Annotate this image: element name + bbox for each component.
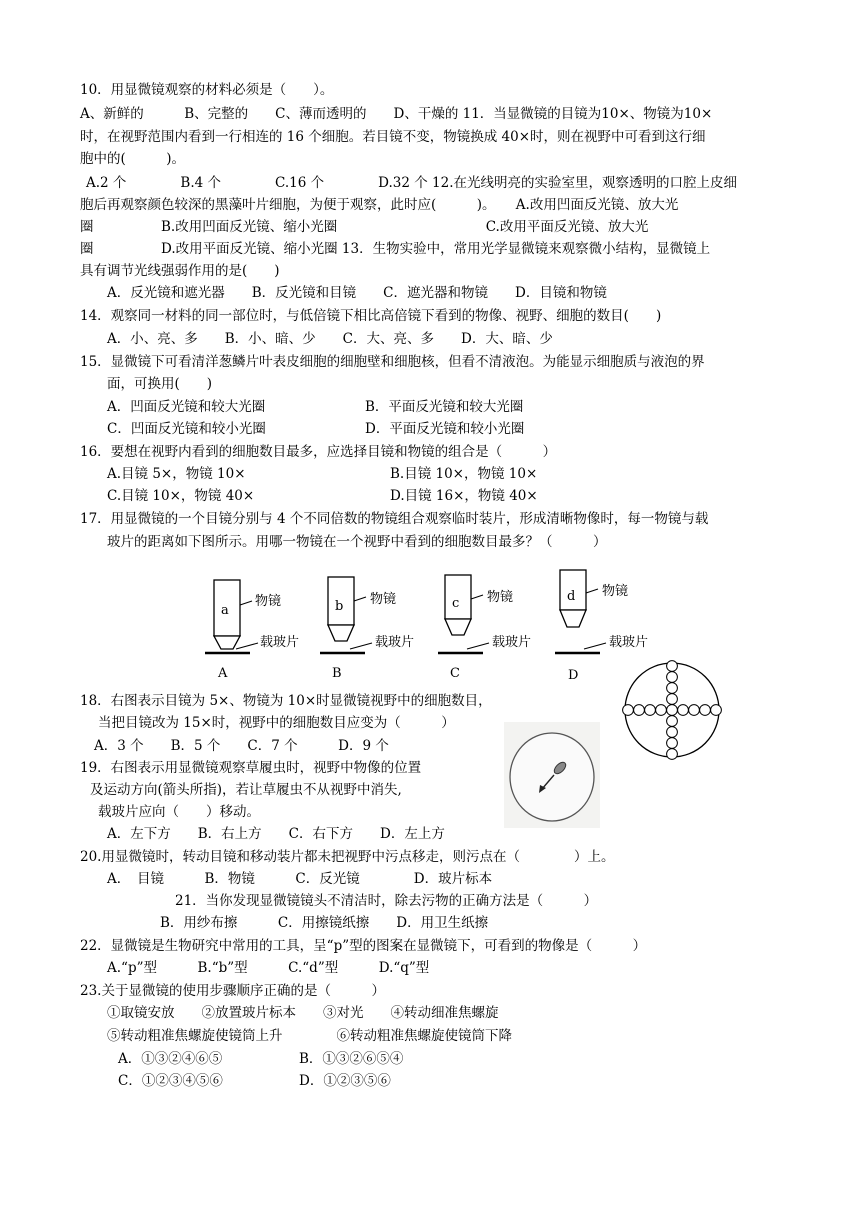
text-segment: A、新鲜的 B、完整的 C、薄而透明的 D、干燥的 11．当显微镜的目镜为10×、物镜为10× bbox=[80, 106, 713, 122]
text-segment: 10．用显微镜观察的材料必须是（ ）。 bbox=[80, 82, 334, 98]
text-segment: 18．右图表示目镜为 5×、物镜为 10×时显微镜视野中的细胞数目， bbox=[80, 693, 492, 709]
cell bbox=[711, 705, 722, 716]
text-segment: C．①②③④⑤⑥ bbox=[118, 1073, 223, 1089]
text-segment: A.2 个 B.4 个 C.16 个 D.32 个 12.在光线明亮的实验室里，观察透明的口腔上皮细 bbox=[86, 175, 737, 191]
text-line bbox=[80, 938, 646, 955]
objective-d bbox=[555, 570, 606, 653]
text-line bbox=[107, 826, 445, 843]
text-segment: B．用纱布擦 C．用擦镜纸擦 D．用卫生纸擦 bbox=[160, 915, 489, 931]
text-line bbox=[107, 488, 538, 505]
text-line bbox=[98, 715, 455, 732]
text-segment: A．①③②④⑥⑤ bbox=[118, 1051, 223, 1067]
text-line bbox=[107, 1005, 499, 1022]
text-segment: A． 目镜 B．物镜 C．反光镜 D．玻片标本 bbox=[107, 871, 493, 887]
objective-b-letter: b bbox=[335, 599, 344, 614]
text-line bbox=[80, 241, 710, 258]
text-line bbox=[118, 1073, 391, 1090]
text-line bbox=[80, 849, 614, 866]
text-segment: A．小、亮、多 B．小、暗、少 C．大、亮、多 D．大、暗、少 bbox=[107, 331, 553, 347]
cell bbox=[645, 705, 656, 716]
text-segment: B．①③②⑥⑤④ bbox=[299, 1051, 404, 1067]
text-segment: 14．观察同一材料的同一部位时，与低倍镜下相比高倍镜下看到的物像、视野、细胞的数目( ) bbox=[80, 308, 662, 324]
text-line bbox=[107, 466, 538, 483]
objective-d-letter: d bbox=[567, 589, 576, 604]
text-segment: 时，在视野范围内看到一行相连的 16 个细胞。若目镜不变，物镜换成 40×时，则在视野中可看到这行细 bbox=[80, 129, 706, 145]
objective-a-label: 物镜 bbox=[255, 594, 282, 609]
text-line bbox=[86, 175, 737, 192]
text-segment: 19．右图表示用显微镜观察草履虫时，视野中物像的位置 bbox=[80, 760, 422, 776]
text-segment: A．3 个 B．5 个 C．7 个 D．9 个 bbox=[94, 738, 389, 754]
text-line bbox=[80, 511, 708, 528]
text-segment: C．凹面反光镜和较小光圈 bbox=[107, 421, 266, 437]
text-segment: 16．要想在视野内看到的细胞数目最多，应选择目镜和物镜的组合是（ ） bbox=[80, 444, 557, 460]
text-segment: A.“p”型 B.“b”型 C.“d”型 D.“q”型 bbox=[107, 960, 430, 976]
objective-a-letter: a bbox=[221, 603, 229, 618]
cell bbox=[667, 705, 678, 716]
objective-d-caption: D bbox=[568, 668, 579, 683]
text-line bbox=[107, 871, 492, 888]
cell bbox=[667, 672, 678, 683]
cell bbox=[656, 705, 667, 716]
text-segment: B．平面反光镜和较大光圈 bbox=[365, 399, 524, 415]
cell bbox=[667, 661, 678, 672]
text-line bbox=[90, 782, 402, 799]
text-line bbox=[80, 129, 706, 146]
text-line bbox=[107, 285, 607, 302]
text-line bbox=[118, 1051, 404, 1068]
cell bbox=[667, 716, 678, 727]
text-segment: A．反光镜和遮光器 B．反光镜和目镜 C．遮光器和物镜 D．目镜和物镜 bbox=[107, 285, 607, 301]
text-segment: 胞中的( )。 bbox=[80, 151, 186, 167]
text-segment: 面，可换用( ) bbox=[107, 376, 213, 392]
objective-c-letter: c bbox=[452, 596, 460, 611]
text-line bbox=[80, 983, 385, 1000]
text-segment: 圈 B.改用凹面反光镜、缩小光圈 C.改用平面反光镜、放大光 bbox=[80, 219, 649, 235]
text-segment: D．平面反光镜和较小光圈 bbox=[365, 421, 525, 437]
text-segment: 载玻片应向（ ）移动。 bbox=[98, 804, 260, 820]
text-line bbox=[80, 444, 556, 461]
paramecium-figure bbox=[504, 722, 600, 828]
cell bbox=[689, 705, 700, 716]
text-segment: 当把目镜改为 15×时，视野中的细胞数目应变为（ ） bbox=[98, 715, 455, 731]
text-line bbox=[80, 82, 333, 99]
cell bbox=[667, 738, 678, 749]
text-segment: C.目镜 10×，物镜 40× bbox=[107, 488, 255, 504]
text-segment: 21．当你发现显微镜镜头不清洁时，除去污物的正确方法是（ ） bbox=[175, 893, 598, 909]
objective-a-caption: A bbox=[218, 666, 228, 681]
cell bbox=[667, 694, 678, 705]
slide-c-label: 载玻片 bbox=[492, 635, 532, 650]
text-segment: 17．用显微镜的一个目镜分别与 4 个不同倍数的物镜组合观察临时装片，形成清晰物像时，每一物镜与载 bbox=[80, 511, 709, 527]
slide-a-label: 载玻片 bbox=[260, 635, 300, 650]
text-segment: 玻片的距离如下图所示。用哪一物镜在一个视野中看到的细胞数目最多？（ ） bbox=[107, 534, 607, 550]
objective-d-label: 物镜 bbox=[602, 584, 629, 599]
objective-a bbox=[205, 580, 258, 653]
cell bbox=[700, 705, 711, 716]
text-segment: 15．显微镜下可看清洋葱鳞片叶表皮细胞的细胞壁和细胞核，但看不清液泡。为能显示细胞质与液泡的界 bbox=[80, 354, 705, 370]
text-line bbox=[107, 331, 553, 348]
objective-b-caption: B bbox=[332, 666, 342, 681]
text-segment: D.目镜 16×，物镜 40× bbox=[390, 488, 538, 504]
text-segment: A．左下方 B．右上方 C．右下方 D．左上方 bbox=[107, 826, 445, 842]
text-line bbox=[107, 376, 212, 393]
objective-c-caption: C bbox=[450, 666, 460, 681]
text-segment: ①取镜安放 ②放置玻片标本 ③对光 ④转动细准焦螺旋 bbox=[107, 1005, 499, 1021]
text-line bbox=[98, 804, 260, 821]
text-segment: 23.关于显微镜的使用步骤顺序正确的是（ ） bbox=[80, 983, 385, 999]
cell bbox=[623, 705, 634, 716]
text-segment: 具有调节光线强弱作用的是( ) bbox=[80, 263, 280, 279]
objective-b bbox=[320, 577, 372, 653]
slide-d-label: 载玻片 bbox=[609, 635, 649, 650]
cell bbox=[667, 749, 678, 760]
text-line bbox=[80, 308, 661, 325]
text-line bbox=[80, 197, 678, 214]
text-line bbox=[94, 738, 389, 755]
objective-c-label: 物镜 bbox=[487, 590, 514, 605]
text-line bbox=[80, 693, 492, 710]
objective-lens-figure bbox=[200, 565, 670, 685]
text-line bbox=[107, 534, 607, 551]
slide-b-label: 载玻片 bbox=[375, 635, 415, 650]
text-line bbox=[80, 106, 712, 123]
cell bbox=[678, 705, 689, 716]
text-segment: A．凹面反光镜和较大光圈 bbox=[107, 399, 266, 415]
text-segment: B.目镜 10×，物镜 10× bbox=[390, 466, 538, 482]
text-line bbox=[160, 915, 488, 932]
text-segment: D．①②③⑤⑥ bbox=[299, 1073, 391, 1089]
text-line bbox=[80, 760, 421, 777]
objective-c bbox=[438, 575, 489, 653]
text-line bbox=[107, 960, 429, 977]
text-line bbox=[80, 151, 185, 168]
text-segment: 20.用显微镜时，转动目镜和移动装片都未把视野中污点移走，则污点在（ ）上。 bbox=[80, 849, 615, 865]
text-line bbox=[107, 421, 525, 438]
text-line bbox=[80, 219, 648, 236]
text-line bbox=[80, 354, 705, 371]
text-line bbox=[107, 399, 524, 416]
text-line bbox=[175, 893, 597, 910]
text-segment: 及运动方向(箭头所指)，若让草履虫不从视野中消失, bbox=[90, 782, 402, 798]
objective-b-label: 物镜 bbox=[370, 592, 397, 607]
text-segment: ⑤转动粗准焦螺旋使镜筒上升 ⑥转动粗准焦螺旋使镜筒下降 bbox=[107, 1028, 512, 1044]
text-segment: 圈 D.改用平面反光镜、缩小光圈 13．生物实验中，常用光学显微镜来观察微小结构，显微镜上 bbox=[80, 241, 711, 257]
text-segment: 胞后再观察颜色较深的黑藻叶片细胞，为便于观察，此时应( )。 A.改用凹面反光镜、放大光 bbox=[80, 197, 679, 213]
text-segment: A.目镜 5×，物镜 10× bbox=[107, 466, 246, 482]
text-line bbox=[107, 1028, 512, 1045]
text-segment: 22．显微镜是生物研究中常用的工具，呈“p”型的图案在显微镜下，可看到的物像是（ ） bbox=[80, 938, 647, 954]
text-line bbox=[80, 263, 280, 280]
cell bbox=[667, 683, 678, 694]
field-of-view-cells-figure bbox=[622, 660, 722, 760]
cell bbox=[667, 727, 678, 738]
cell bbox=[634, 705, 645, 716]
